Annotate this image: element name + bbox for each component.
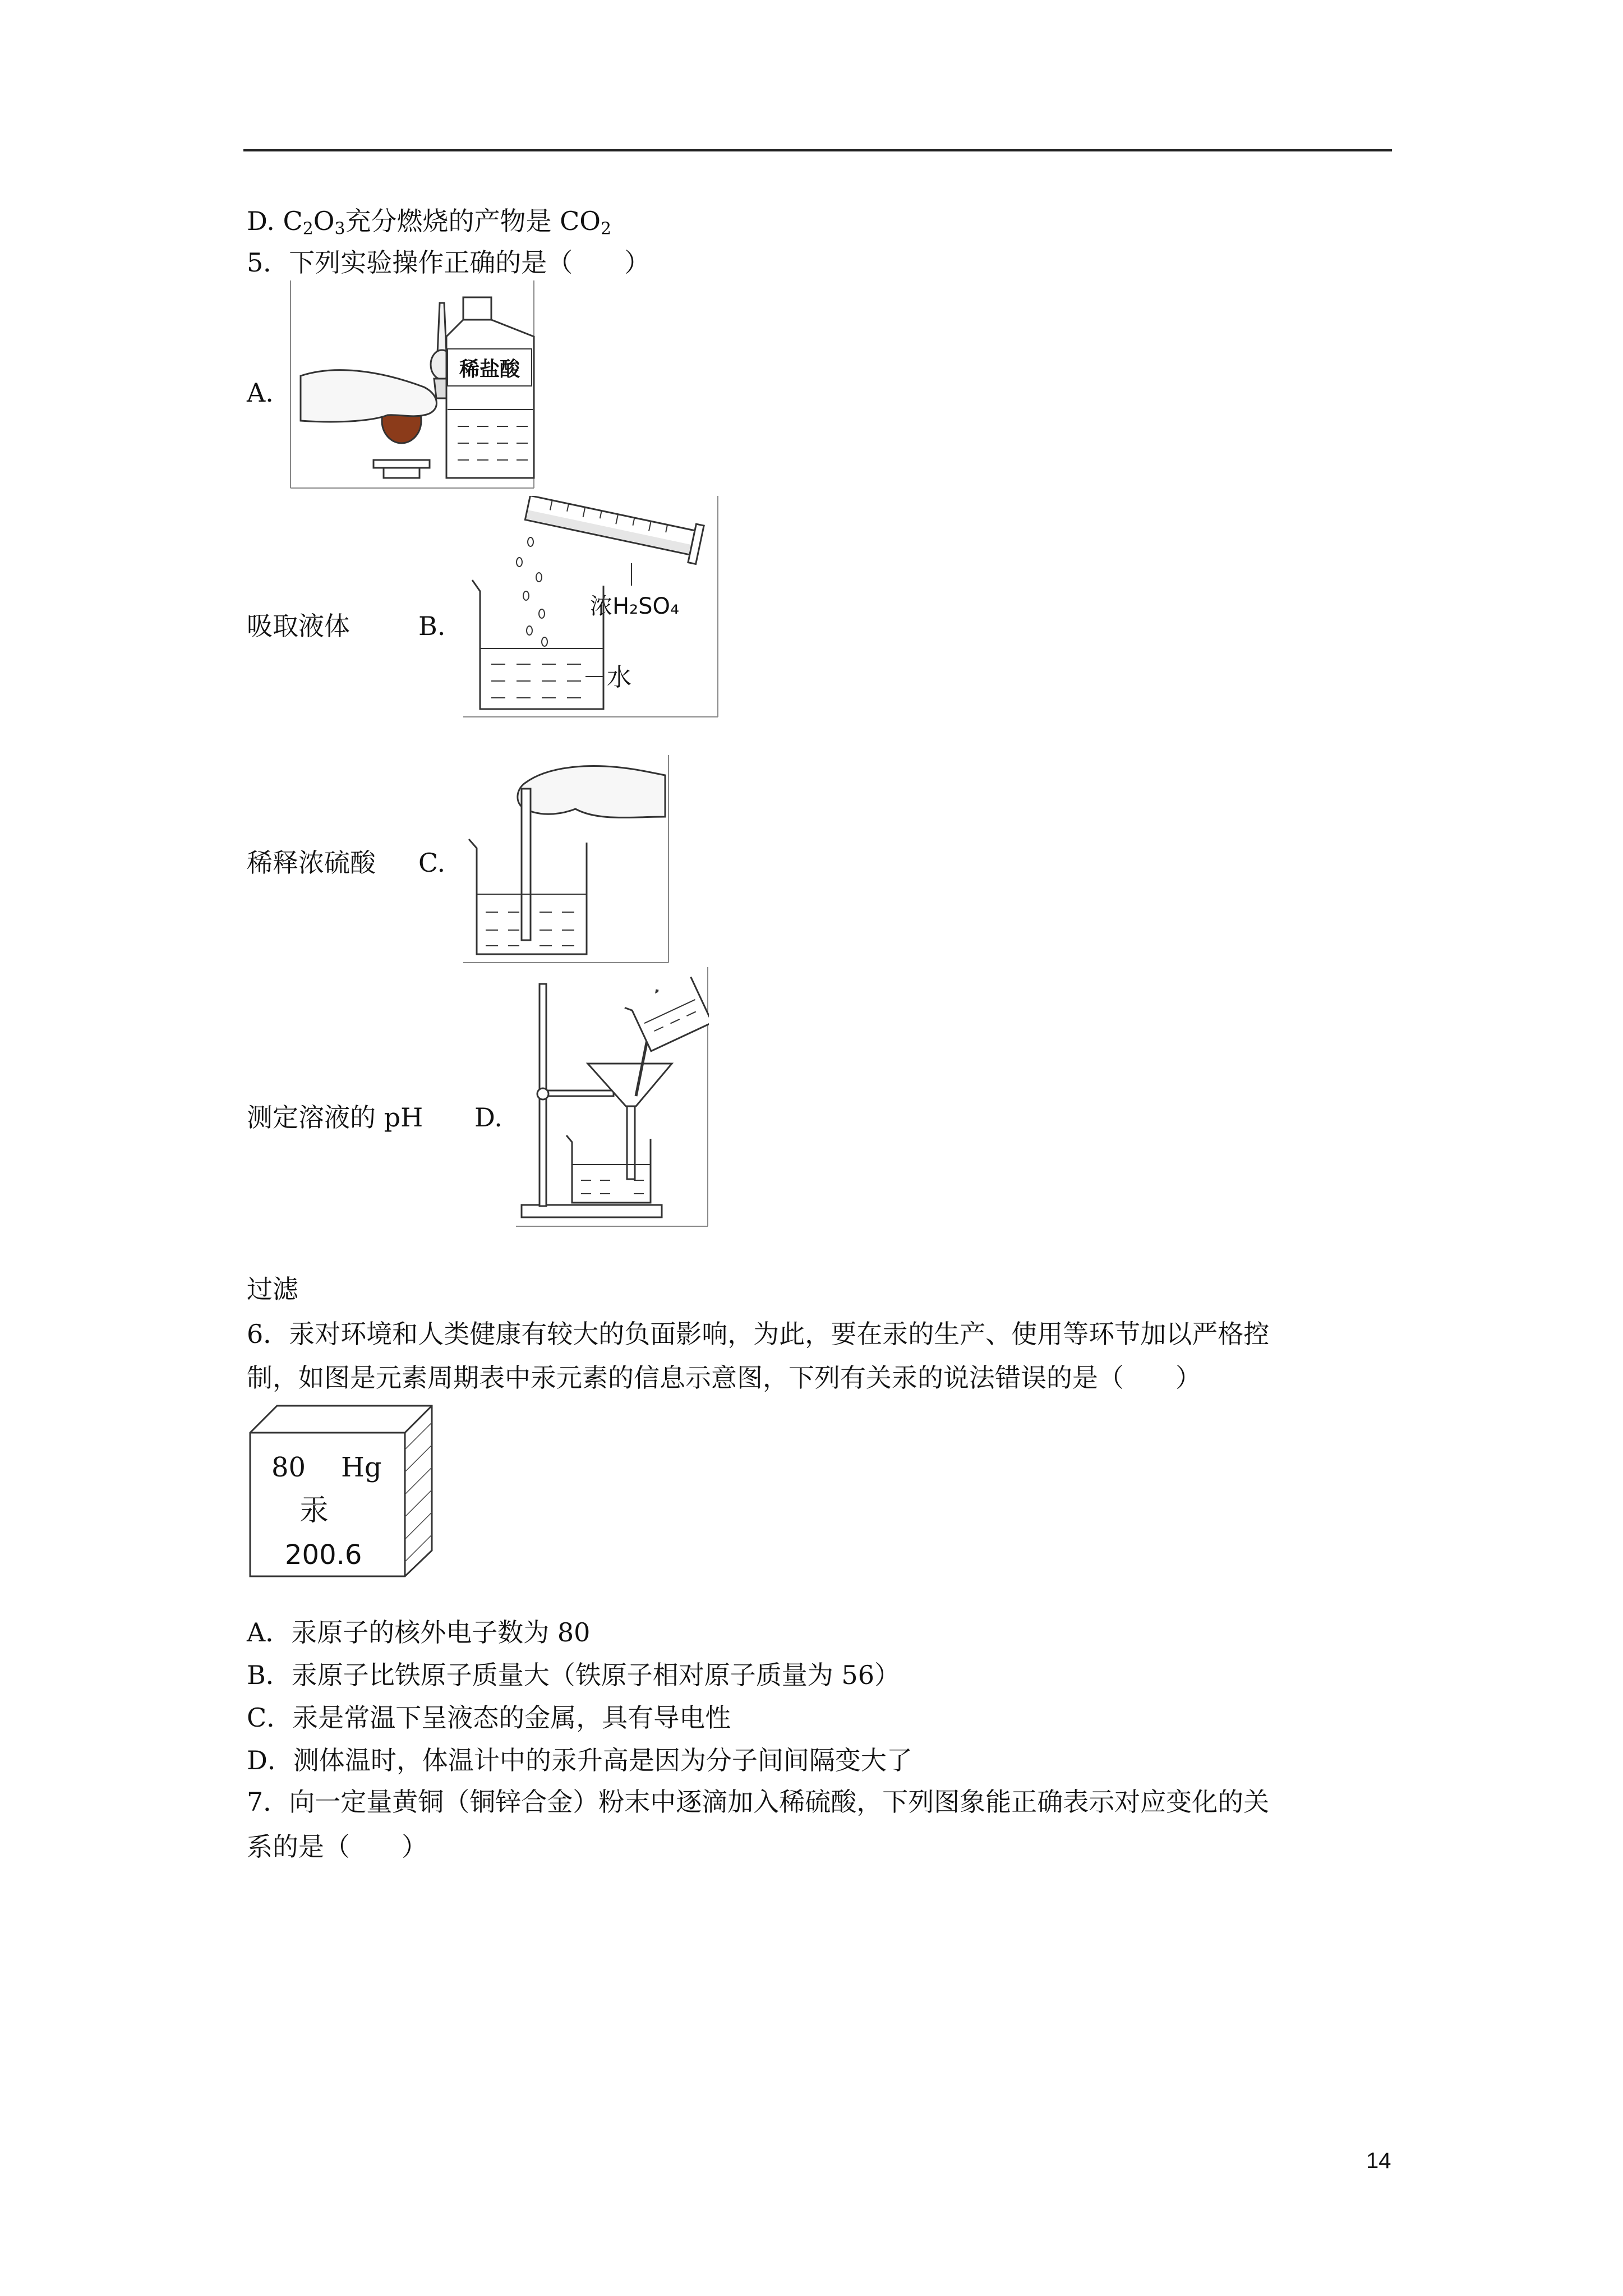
page-number: 14 <box>1366 2148 1391 2173</box>
q6-option-d: D．测体温时，体温计中的汞升高是因为分子间间隔变大了 <box>247 1745 912 1775</box>
element-cube-drawing <box>249 1405 434 1579</box>
figure-dropper-bottle <box>289 280 536 489</box>
figure-element-cube <box>249 1405 434 1579</box>
ph-test-drawing <box>463 755 670 964</box>
q6-option-b: B．汞原子比铁原子质量大（铁原子相对原子质量为 56） <box>247 1660 900 1690</box>
q6-option-a: A．汞原子的核外电子数为 80 <box>247 1617 591 1648</box>
bottle-label: 稀盐酸 <box>459 358 520 381</box>
q5-option-a-letter: A. <box>247 378 274 408</box>
element-name: 汞 <box>299 1494 329 1527</box>
q6-option-c: C．汞是常温下呈液态的金属，具有导电性 <box>247 1703 731 1733</box>
q5-stem: 5．下列实验操作正确的是（ ） <box>247 247 651 278</box>
q5-option-a-caption: 吸取液体 <box>247 611 350 641</box>
dropper-bottle-drawing <box>289 280 536 489</box>
figure-ph-test <box>463 755 670 964</box>
element-number: 80 <box>271 1452 306 1483</box>
label-water: 水 <box>607 663 631 692</box>
q7-stem-line1: 7．向一定量黄铜（铜锌合金）粉末中逐滴加入稀硫酸，下列图象能正确表示对应变化的关 <box>247 1787 1270 1817</box>
q5-option-d-letter: D. <box>474 1102 502 1133</box>
q5-option-b-caption: 稀释浓硫酸 <box>247 848 376 878</box>
q5-option-c-letter: C. <box>418 848 446 878</box>
filtration-drawing <box>516 967 709 1227</box>
element-symbol: Hg <box>341 1452 382 1483</box>
q7-stem-line2: 系的是（ ） <box>247 1832 427 1862</box>
q5-option-c-caption: 测定溶液的 pH <box>247 1102 423 1133</box>
figure-dilute-acid <box>463 496 719 718</box>
dilute-acid-drawing <box>463 496 719 718</box>
figure-filtration <box>516 967 709 1227</box>
q4-option-d: D. $C_2O_3$充分燃烧的产物是 $CO_2$ <box>247 206 612 239</box>
label-conc-acid: 浓H₂SO₄ <box>590 593 680 619</box>
q6-stem-line1: 6．汞对环境和人类健康有较大的负面影响，为此，要在汞的生产、使用等环节加以严格控 <box>247 1319 1270 1349</box>
q6-stem-line2: 制，如图是元素周期表中汞元素的信息示意图，下列有关汞的说法错误的是（ ） <box>247 1363 1201 1393</box>
header-rule <box>243 149 1392 151</box>
q5-option-b-letter: B. <box>418 611 446 641</box>
element-mass: 200.6 <box>285 1539 362 1571</box>
q5-option-d-caption: 过滤 <box>247 1274 298 1304</box>
